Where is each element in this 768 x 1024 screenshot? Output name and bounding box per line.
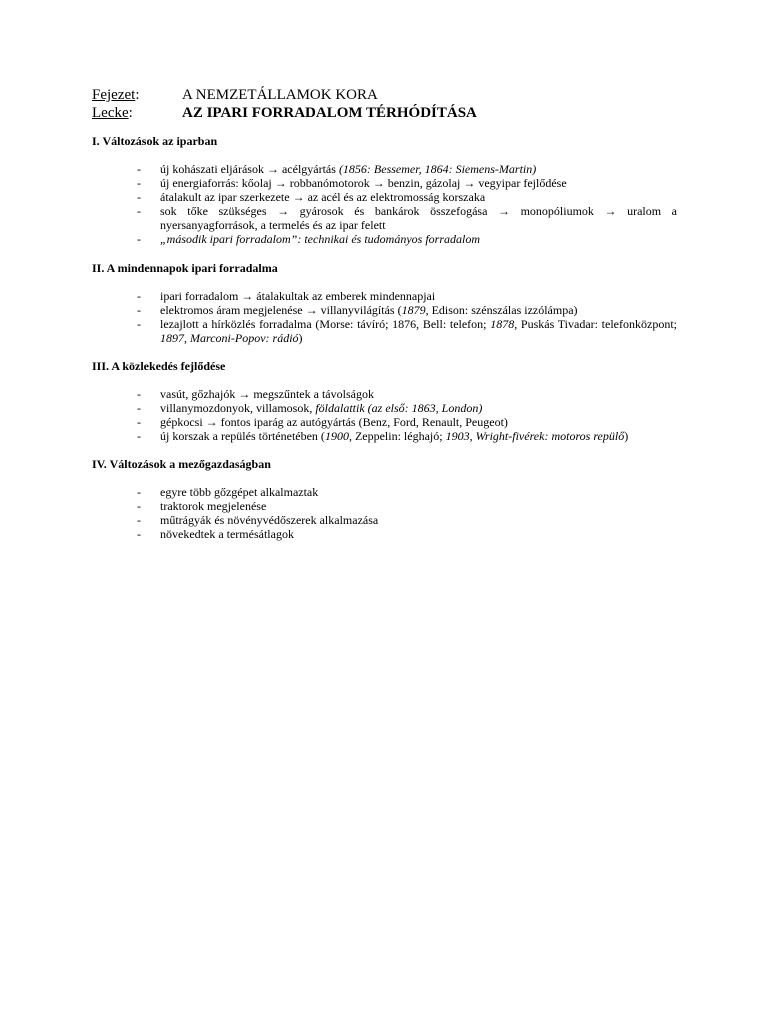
bullet-dash: - (137, 513, 141, 527)
item-text: 1897, Marconi-Popov: rádió (160, 331, 299, 345)
bullet-list (92, 162, 677, 246)
list-item (92, 303, 677, 317)
item-text: elektromos áram megjelenése → villanyvilágítás ( (160, 303, 402, 317)
chapter-value: A NEMZETÁLLAMOK KORA (182, 87, 378, 103)
list-item (92, 317, 677, 345)
bullet-dash: - (137, 176, 141, 190)
item-text: lezajlott a hírközlés forradalma (Morse: távíró; 1876, Bell: telefon; (160, 317, 491, 331)
section-title: II. A mindennapok ipari forradalma (92, 261, 278, 275)
item-text: ipari forradalom → átalakultak az emberek mindennapjai (160, 289, 436, 303)
list-item (92, 485, 677, 499)
bullet-dash: - (137, 387, 141, 401)
list-item (92, 527, 677, 541)
section-4 (92, 457, 677, 541)
item-text: Wright-fivérek: motoros repülő (475, 429, 625, 443)
list-item (92, 190, 677, 204)
bullet-dash: - (137, 204, 141, 218)
list-item (92, 289, 677, 303)
item-text: növekedtek a termésátlagok (160, 527, 294, 541)
item-text: új kohászati eljárások → acélgyártás (160, 162, 339, 176)
bullet-dash: - (137, 429, 141, 443)
item-text: új korszak a repülés történetében ( (160, 429, 325, 443)
bullet-list (92, 387, 677, 443)
list-item (92, 401, 677, 415)
list-item (92, 176, 677, 190)
lesson-value: AZ IPARI FORRADALOM TÉRHÓDÍTÁSA (182, 105, 477, 121)
item-text: 1903 (445, 429, 470, 443)
item-text: (1856: Bessemer, 1864: Siemens-Martin) (338, 162, 537, 176)
chapter-label: Fejezet: (92, 87, 140, 103)
item-text: ) (298, 331, 303, 345)
section-title: IV. Változások a mezőgazdaságban (92, 457, 271, 471)
item-text: , (469, 429, 476, 443)
list-item (92, 429, 677, 443)
bullet-dash: - (137, 162, 141, 176)
section-title: I. Változások az iparban (92, 134, 218, 148)
list-item (92, 162, 677, 176)
item-text: műtrágyák és növényvédőszerek alkalmazása (160, 513, 379, 527)
bullet-dash: - (137, 415, 141, 429)
item-text: ) (624, 429, 629, 443)
chapter-row (92, 86, 692, 104)
lesson-row (92, 104, 692, 122)
bullet-dash: - (137, 190, 141, 204)
item-text: , Edison: szénszálas izzólámpa) (425, 303, 578, 317)
item-text: egyre több gőzgépet alkalmaztak (160, 485, 319, 499)
section-3 (92, 359, 677, 443)
list-item (92, 204, 677, 232)
item-text: traktorok megjelenése (160, 499, 267, 513)
list-item (92, 415, 677, 429)
list-item (92, 232, 677, 246)
header (92, 86, 692, 122)
bullet-dash: - (137, 289, 141, 303)
bullet-dash: - (137, 485, 141, 499)
list-item (92, 499, 677, 513)
item-text: 1879 (401, 303, 426, 317)
bullet-dash: - (137, 499, 141, 513)
bullet-dash: - (137, 317, 141, 331)
item-text: , Zeppelin: léghajó; (348, 429, 446, 443)
lesson-label: Lecke: (92, 105, 133, 121)
item-text: átalakult az ipar szerkezete → az acél és az elektromosság korszaka (160, 190, 486, 204)
bullet-dash: - (137, 527, 141, 541)
item-text: 1878 (490, 317, 515, 331)
item-text: , Puskás Tivadar: telefonközpont; (514, 317, 677, 331)
bullet-list (92, 289, 677, 345)
bullet-dash: - (137, 232, 141, 246)
item-text: gépkocsi → fontos iparág az autógyártás (Benz, Ford, Renault, Peugeot) (160, 415, 508, 429)
item-text: villanymozdonyok, villamosok, (160, 401, 316, 415)
bullet-dash: - (137, 303, 141, 317)
list-item (92, 513, 677, 527)
list-item (92, 387, 677, 401)
item-text: „második ipari forradalom”: technikai és tudományos forradalom (160, 232, 480, 246)
bullet-dash: - (137, 401, 141, 415)
section-title: III. A közlekedés fejlődése (92, 359, 226, 373)
section-1 (92, 134, 677, 246)
item-text: földalattik (az első: 1863, London) (315, 401, 483, 415)
item-text: vasút, gőzhajók → megszűntek a távolságok (160, 387, 374, 401)
bullet-list (92, 485, 677, 541)
section-2 (92, 261, 677, 345)
item-text: sok tőke szükséges → gyárosok és bankárok összefogása → monopóliumok → uralom a nyersanyagforrások, a termelés és az ipar felett (160, 204, 677, 232)
item-text: 1900 (324, 429, 349, 443)
item-text: új energiaforrás: kőolaj → robbanómotorok → benzin, gázolaj → vegyipar fejlődése (160, 176, 567, 190)
